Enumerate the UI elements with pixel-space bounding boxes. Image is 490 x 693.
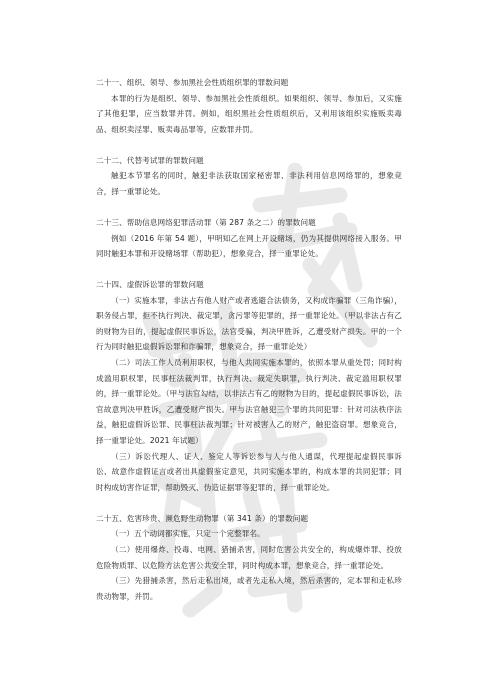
section-paragraph: （二）使用爆炸、投毒、电网、猎捕杀害，同时危害公共安全的，构成爆炸罪、投放危险物质罪、以危险方法危害公共安全罪，同时构成本罪，想象竞合，择一重罪论处。	[96, 545, 402, 570]
section-paragraph: 触犯本节罪名的同时，触犯非法获取国家秘密罪、非法利用信息网络罪的，想象竞合，择一重罪论处。	[96, 171, 402, 196]
section-22	[96, 153, 402, 200]
section-paragraph: 本罪的行为是组织、领导、参加黑社会性质组织。如果组织、领导、参加后，又实施了其他犯罪，应当数罪并罚。例如，组织黑社会性质组织后，又利用该组织实施贩卖毒品、组织卖淫罪、贩卖毒品罪等，应数罪并罚。	[96, 93, 402, 134]
section-heading: 二十四、虚假诉讼罪的罪数问题	[96, 280, 204, 290]
section-heading: 二十三、帮助信息网络犯罪活动罪（第 287 条之二）的罪数问题	[96, 217, 316, 227]
section-21	[96, 75, 402, 137]
document-body	[96, 75, 402, 620]
section-paragraph: （三）诉讼代理人、证人、鉴定人等诉讼参与人与他人通谋，代理提起虚假民事诉讼、故意作虚假证言或者出具虚假鉴定意见，共同实施本罪的，构成本罪的共同犯罪；同时构成妨害作证罪，帮助毁灭、伪造证据罪等犯罪的，择一重罪论处。	[96, 451, 402, 492]
section-heading: 二十五、危害珍贵、濒危野生动物罪（第 341 条）的罪数问题	[96, 513, 309, 523]
section-23	[96, 215, 402, 262]
section-paragraph: （一）五个动词都实施，只定一个完整罪名。	[111, 529, 265, 539]
section-paragraph: 例如（2016 年第 54 题），甲明知乙在网上开设赌场，仍为其提供网络接入服务。甲同时触犯本罪和开设赌场罪（帮助犯），想象竞合，择一重罪论处。	[96, 233, 402, 259]
section-25	[96, 511, 402, 605]
section-paragraph: （一）实施本罪，非法占有他人财产或者逃避合法债务，又构成诈骗罪（三角诈骗），职务侵占罪，拒不执行判决、裁定罪，贪污罪等犯罪的，择一重罪论处。（甲以非法占有乙的财物为目的，提起虚假民事诉讼，法官受骗，判决甲胜诉，乙遭受财产损失。甲的一个行为同时触犯虚假诉讼罪和诈骗罪，想象竞合，择一重罪论处）	[96, 295, 402, 352]
section-heading: 二十一、组织、领导、参加黑社会性质组织罪的罪数问题	[96, 78, 289, 87]
section-24	[96, 277, 402, 495]
section-paragraph: （三）先猎捕杀害，然后走私出境，或者先走私入境，然后杀害的，定本罪和走私珍贵动物罪，并罚。	[96, 576, 402, 601]
section-paragraph: （二）司法工作人员利用职权，与他人共同实施本罪的，依照本罪从重处罚；同时构成滥用职权罪，民事枉法裁判罪，执行判决、裁定失职罪，执行判决、裁定滥用职权罪的，择一重罪论处。（甲与法官勾结，以非法占有乙的财物为目的，提起虚假民事诉讼，法官故意判决甲胜诉，乙遭受财产损失。甲与法官触犯三个罪的共同犯罪：针对司法秩序法益，触犯虚假诉讼罪、民事枉法裁判罪；针对被害人乙的财产，触犯盗窃罪。想象竞合，择一重罪论处。2021 年试题）	[96, 358, 402, 446]
section-heading: 二十二、代替考试罪的罪数问题	[96, 155, 204, 165]
